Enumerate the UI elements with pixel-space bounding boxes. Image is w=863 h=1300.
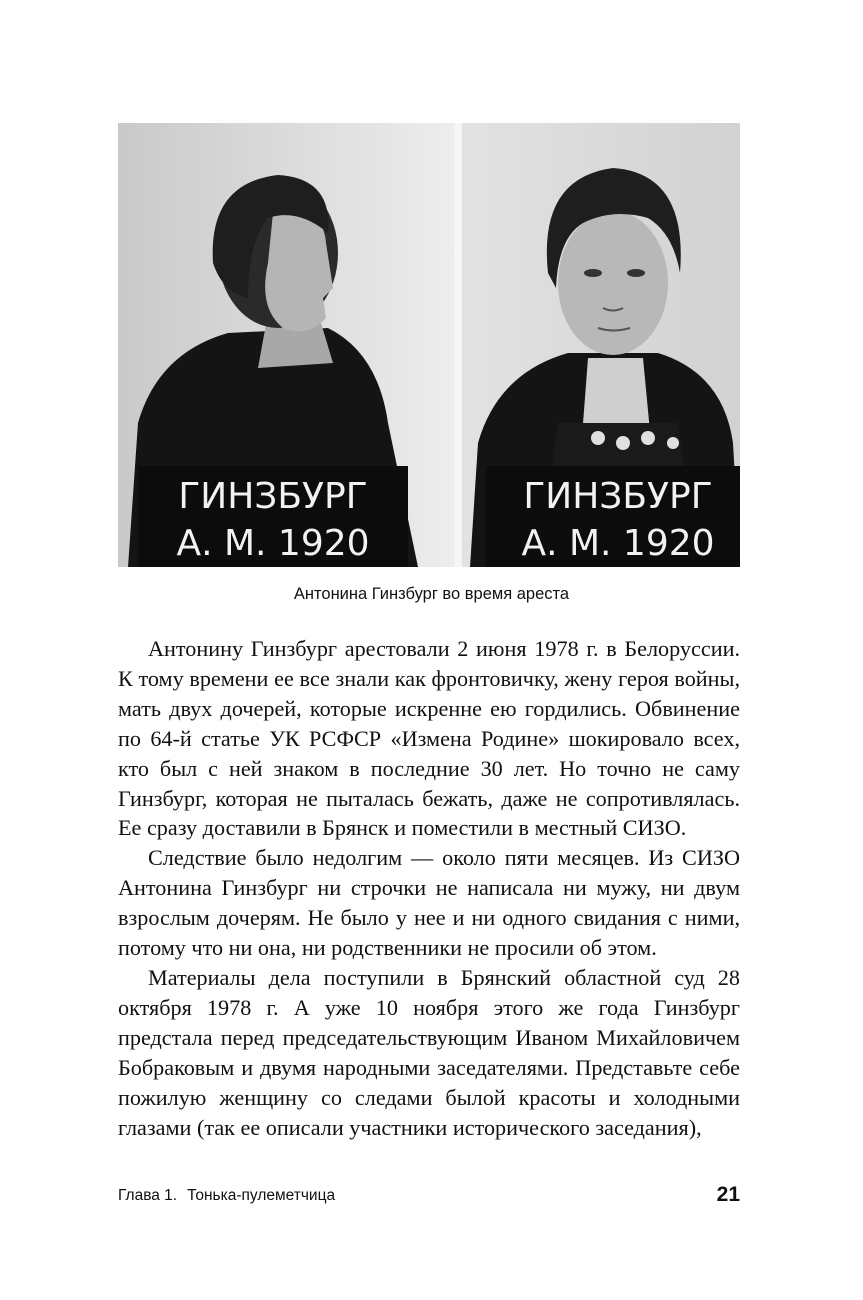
right-plate-initials-year: А. М. 1920 xyxy=(521,523,715,564)
paragraph: Антонину Гинзбург арестовали 2 июня 1978 г. в Белоруссии. К тому времени ее все знали как фронтовичку, жену героя войны, мать двух дочерей, которые искренне ею гордились. Обвинение по 64-й статье УК РСФСР «Измена Родине» шокировало всех, кто был с ней знаком в последние 30 лет. Но точно не саму Гинзбург, которая не пыталась бежать, даже не сопротивлялась. Ее сразу доставили в Брянск и поместили в местный СИЗО. xyxy=(118,636,740,841)
right-plate-surname: ГИНЗБУРГ xyxy=(523,476,713,517)
left-plate-surname: ГИНЗБУРГ xyxy=(178,476,368,517)
paragraph: Материалы дела поступили в Брянский областной суд 28 октября 1978 г. А уже 10 ноября этого же года Гинзбург предстала перед председательствующим Иваном Михайловичем Бобраковым и двумя народными заседателями. Представьте себе пожилую женщину со следами былой красоты и холодными глазами (так ее описали участники исторического заседания), xyxy=(118,964,740,1140)
left-name-plate xyxy=(138,466,408,567)
paragraph: Следствие было недолгим — около пяти месяцев. Из СИЗО Антонина Гинзбург ни строчки не написала ни мужу, ни двум взрослым дочерям. Не было у нее и ни одного свидания с ними, потому что ни она, ни родственники не просили об этом. xyxy=(118,845,740,961)
right-name-plate xyxy=(486,466,740,567)
page-number: 21 xyxy=(716,1183,740,1206)
figure-caption: Антонина Гинзбург во время ареста xyxy=(293,585,570,603)
running-footer xyxy=(118,1187,335,1205)
chapter-title: Тонька-пулеметчица xyxy=(187,1187,336,1204)
body-text xyxy=(118,634,740,1142)
mugshot-photo xyxy=(118,123,740,567)
chapter-number: Глава 1. xyxy=(118,1187,178,1204)
left-plate-initials-year: А. М. 1920 xyxy=(176,523,370,564)
